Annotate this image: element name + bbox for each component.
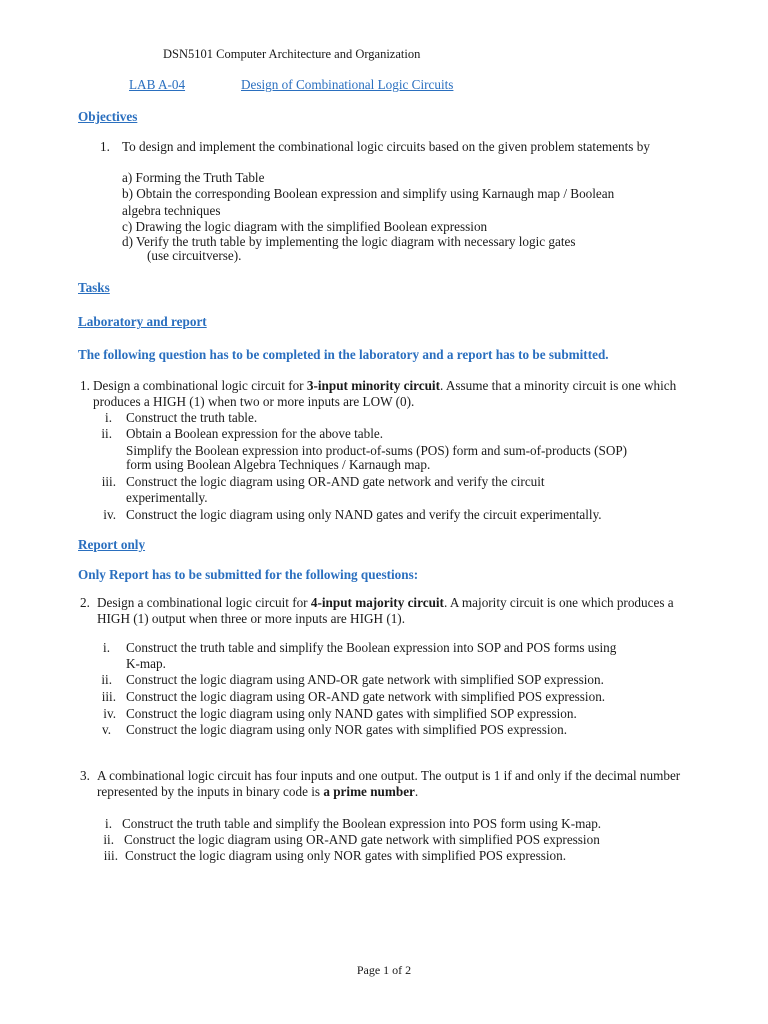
question-2-emphasis: 4-input majority circuit xyxy=(310,595,444,610)
course-title: DSN5101 Computer Architecture and Organization xyxy=(163,47,421,61)
list-item-number: iii. xyxy=(101,689,116,704)
objective-sub-a: a) Forming the Truth Table xyxy=(122,170,265,185)
list-item-number: iii. xyxy=(103,848,118,863)
question-2-line2: HIGH (1) output when three or more inputs are HIGH (1). xyxy=(97,611,405,626)
question-2-number: 2. xyxy=(80,595,90,610)
list-item: Construct the logic diagram using OR-AND gate network and verify the circuit xyxy=(126,474,545,489)
objective-item-number: 1. xyxy=(100,139,110,154)
objective-sub-c: c) Drawing the logic diagram with the simplified Boolean expression xyxy=(122,219,488,234)
list-item: Construct the logic diagram using only NAND gates with simplified SOP expression. xyxy=(126,706,577,721)
objective-sub-d: d) Verify the truth table by implementing the logic diagram with necessary logic gates xyxy=(122,234,576,249)
list-item: Construct the logic diagram using only NOR gates with simplified POS expression. xyxy=(126,722,568,737)
list-item-number: ii. xyxy=(103,832,114,847)
question-3-line: A combinational logic circuit has four inputs and one output. The output is 1 if and only if the decimal number xyxy=(97,768,681,783)
list-item: Construct the logic diagram using OR-AND gate network with simplified POS expression xyxy=(124,832,600,847)
list-item: form using Boolean Algebra Techniques / Karnaugh map. xyxy=(126,457,431,472)
lab-report-heading: Laboratory and report xyxy=(78,314,207,329)
question-1-emphasis: 3-input minority circuit xyxy=(306,378,440,393)
list-item: K-map. xyxy=(126,656,166,671)
list-item-number: i. xyxy=(103,640,110,655)
list-item: Construct the logic diagram using AND-OR gate network with simplified SOP expression. xyxy=(126,672,604,687)
list-item: Construct the truth table and simplify the Boolean expression into SOP and POS forms using xyxy=(126,640,617,655)
list-item: Construct the logic diagram using only NAND gates and verify the circuit experimentally. xyxy=(126,507,602,522)
objectives-heading: Objectives xyxy=(78,109,138,124)
list-item-number: v. xyxy=(101,722,111,737)
question-3-line2: represented by the inputs in binary code is a prime number. xyxy=(97,784,419,799)
page-number: Page 1 of 2 xyxy=(356,963,412,977)
lab-title: Design of Combinational Logic Circuits xyxy=(241,77,454,92)
list-item-number: iii. xyxy=(101,474,116,489)
list-item: Obtain a Boolean expression for the above table. xyxy=(126,426,384,441)
tasks-heading: Tasks xyxy=(78,280,110,295)
list-item: Construct the logic diagram using only NOR gates with simplified POS expression. xyxy=(125,848,567,863)
list-item: Construct the logic diagram using OR-AND gate network with simplified POS expression. xyxy=(126,689,606,704)
list-item-number: ii. xyxy=(101,426,112,441)
objective-sub-d-cont: (use circuitverse). xyxy=(147,248,242,263)
question-1-number: 1. xyxy=(80,378,90,393)
list-item-number: i. xyxy=(105,410,112,425)
question-2-line: Design a combinational logic circuit for 4-input majority circuit. A majority circuit is one which produces a xyxy=(97,595,674,610)
list-item-number: iv. xyxy=(103,706,116,721)
objective-sub-b: b) Obtain the corresponding Boolean expression and simplify using Karnaugh map / Boolean xyxy=(122,186,615,201)
list-item: Simplify the Boolean expression into product-of-sums (POS) form and sum-of-products (SOP) xyxy=(126,443,628,458)
question-3-emphasis: a prime number xyxy=(323,784,415,799)
list-item: Construct the truth table. xyxy=(126,410,258,425)
list-item: Construct the truth table and simplify the Boolean expression into POS form using K-map. xyxy=(122,816,602,831)
question-1-line: Design a combinational logic circuit for 3-input minority circuit. Assume that a minority circuit is one which xyxy=(93,378,677,393)
question-1-line2: produces a HIGH (1) when two or more inputs are LOW (0). xyxy=(93,394,415,409)
list-item: experimentally. xyxy=(126,490,208,505)
question-3-number: 3. xyxy=(80,768,90,783)
lab-id: LAB A-04 xyxy=(129,77,186,92)
objective-sub-b-cont: algebra techniques xyxy=(122,203,221,218)
objective-item-text: To design and implement the combinational logic circuits based on the given problem statements by xyxy=(122,139,650,154)
report-note: Only Report has to be submitted for the following questions: xyxy=(78,567,419,582)
list-item-number: i. xyxy=(105,816,112,831)
lab-note: The following question has to be completed in the laboratory and a report has to be submitted. xyxy=(78,347,609,362)
report-only-heading: Report only xyxy=(78,537,146,552)
list-item-number: ii. xyxy=(101,672,112,687)
list-item-number: iv. xyxy=(103,507,116,522)
